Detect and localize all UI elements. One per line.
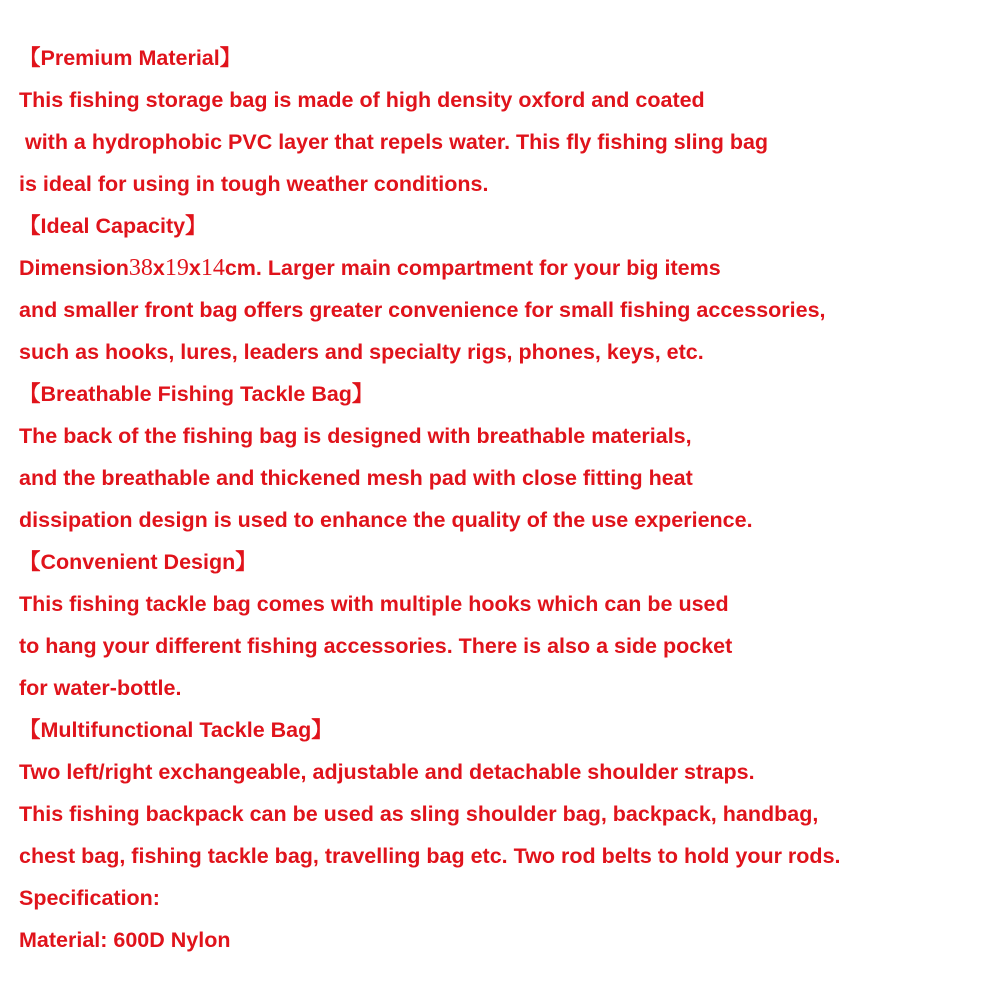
- dimension-width: 19: [164, 255, 189, 281]
- product-description: [19, 37, 989, 961]
- premium-material-line-2: with a hydrophobic PVC layer that repels water. This fly fishing sling bag: [19, 130, 769, 154]
- premium-material-line-3: is ideal for using in tough weather conditions.: [19, 172, 489, 196]
- breathable-bag-line-2: and the breathable and thickened mesh pad with close fitting heat: [19, 466, 693, 490]
- ideal-capacity-line-1: and smaller front bag offers greater convenience for small fishing accessories,: [19, 298, 826, 322]
- heading-breathable-bag: 【Breathable Fishing Tackle Bag】: [19, 382, 374, 406]
- heading-ideal-capacity: 【Ideal Capacity】: [19, 214, 207, 238]
- dimension-prefix: Dimension: [19, 256, 129, 280]
- ideal-capacity-line-2: such as hooks, lures, leaders and specialty rigs, phones, keys, etc.: [19, 340, 704, 364]
- breathable-bag-line-3: dissipation design is used to enhance the quality of the use experience.: [19, 508, 753, 532]
- specification-label: Specification:: [19, 886, 160, 910]
- heading-multifunctional-bag: 【Multifunctional Tackle Bag】: [19, 718, 333, 742]
- dimension-separator-1: x: [152, 256, 165, 280]
- dimension-height: 14: [200, 255, 225, 281]
- dimension-suffix: cm. Larger main compartment for your big items: [224, 256, 721, 280]
- dimension-length: 38: [128, 255, 153, 281]
- premium-material-line-1: This fishing storage bag is made of high density oxford and coated: [19, 88, 705, 112]
- breathable-bag-line-1: The back of the fishing bag is designed with breathable materials,: [19, 424, 692, 448]
- convenient-design-line-3: for water-bottle.: [19, 676, 182, 700]
- multifunctional-bag-line-3: chest bag, fishing tackle bag, travelling bag etc. Two rod belts to hold your rods.: [19, 844, 841, 868]
- multifunctional-bag-line-1: Two left/right exchangeable, adjustable and detachable shoulder straps.: [19, 760, 755, 784]
- heading-premium-material: 【Premium Material】: [19, 46, 242, 70]
- specification-material: Material: 600D Nylon: [19, 928, 231, 952]
- convenient-design-line-2: to hang your different fishing accessories. There is also a side pocket: [19, 634, 733, 658]
- dimension-line: [19, 247, 989, 289]
- dimension-separator-2: x: [188, 256, 201, 280]
- multifunctional-bag-line-2: This fishing backpack can be used as sling shoulder bag, backpack, handbag,: [19, 802, 819, 826]
- heading-convenient-design: 【Convenient Design】: [19, 550, 257, 574]
- convenient-design-line-1: This fishing tackle bag comes with multiple hooks which can be used: [19, 592, 729, 616]
